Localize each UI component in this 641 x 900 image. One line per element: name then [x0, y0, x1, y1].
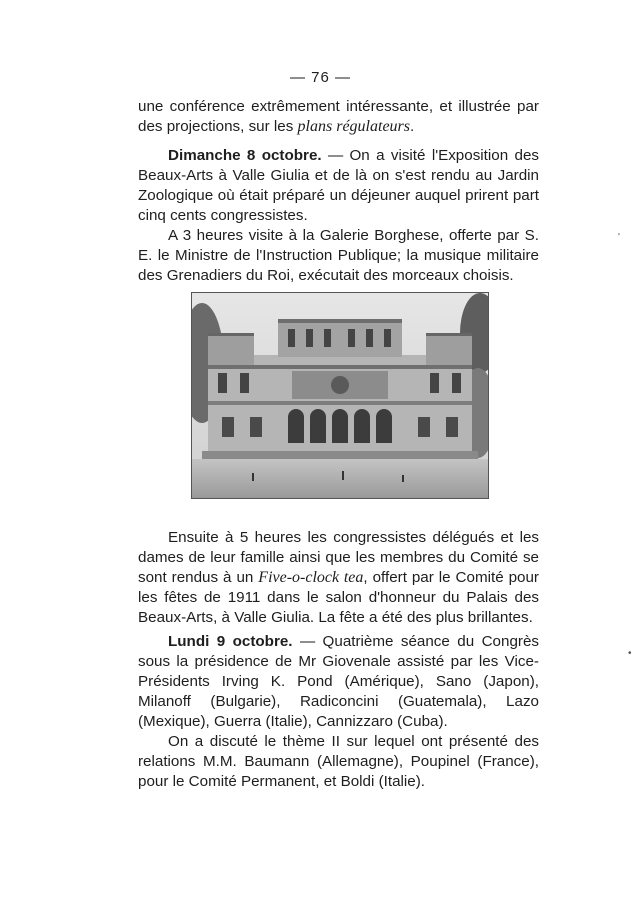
- date-heading: Dimanche 8 octobre.: [168, 147, 322, 164]
- paragraph-text: Ensuite à 5 heures les congressistes délégués et les dames de leur famille ainsi que les membres du Comité se sont rendus à un: [138, 529, 539, 586]
- margin-mark: •: [628, 648, 632, 659]
- paragraph-text: — Quatrième séance du Congrès sous la présidence de Mr Giovenale assisté par les Vice-Présidents Irving K. Pond (Amérique), Sano (Japon), Milanoff (Bulgarie), Radiconcini (Guatemala), Lazo (Mexique), Guerra (Italie), Cannizzaro (Cuba).: [138, 633, 539, 730]
- margin-mark: ': [618, 232, 620, 243]
- paragraph-ensuite: [138, 528, 539, 628]
- italic-term: Five-o-clock tea: [258, 569, 364, 586]
- paragraph-text: .: [410, 118, 415, 135]
- paragraph-text: une conférence extrêmement intéressante, et illustrée par des projections, sur les: [138, 98, 539, 135]
- date-heading: Lundi 9 octobre.: [168, 633, 293, 650]
- paragraph-intro: [138, 97, 539, 137]
- paragraph-text: — On a visité l'Exposition des Beaux-Arts à Valle Giulia et de là on s'est rendu au Jardin Zoologique où était préparé un déjeuner auquel prirent part cinq cents congressistes.: [138, 147, 539, 224]
- paragraph-dimanche: [138, 146, 539, 286]
- paragraph-text: , offert par le Comité pour les fêtes de 1911 dans le salon d'honneur du Palais des Beaux-Arts, à Valle Giulia. La fête a été des plus brillantes.: [138, 569, 539, 626]
- paragraph-text: A 3 heures visite à la Galerie Borghese, offerte par S. E. le Ministre de l'Instruction Publique; la musique militaire des Grenadiers du Roi, exécutait des morceaux choisis.: [138, 227, 539, 284]
- paragraph-text: On a discuté le thème II sur lequel ont présenté des relations M.M. Baumann (Allemagne), Poupinel (France), pour le Comité Permanent, et Boldi (Italie).: [138, 733, 539, 790]
- paragraph-lundi: [138, 632, 539, 792]
- page-number: — 76 —: [289, 69, 352, 86]
- italic-term: plans régulateurs: [297, 118, 410, 135]
- villa-borghese-photo: [191, 292, 489, 499]
